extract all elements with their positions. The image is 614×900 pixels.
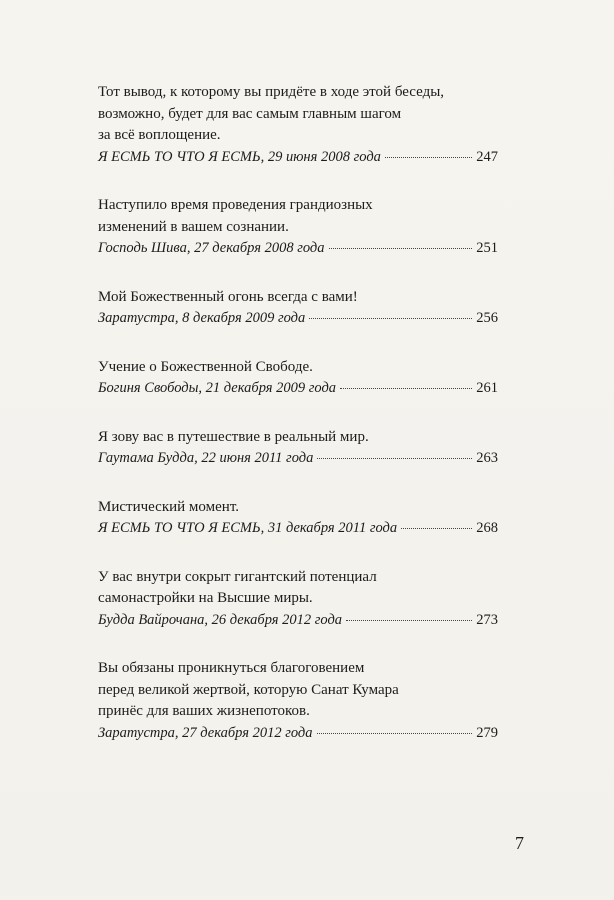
- toc-entry-title-line: Мой Божественный огонь всегда с вами!: [98, 288, 358, 305]
- page-number: 7: [515, 833, 524, 853]
- toc-entry-citation: [98, 448, 498, 470]
- toc-entry-title-line: Учение о Божественной Свободе.: [98, 358, 313, 375]
- dot-leader: [401, 528, 472, 529]
- toc-entry-author-date: Гаутама Будда, 22 июня 2011 года: [98, 450, 314, 466]
- toc-entry-citation: [98, 238, 498, 260]
- toc-entry: [98, 287, 498, 330]
- toc-entry-citation: [98, 308, 498, 330]
- dot-leader: [317, 458, 472, 459]
- toc-entry-citation: [98, 147, 498, 169]
- toc-entry-title-line: Мистический момент.: [98, 498, 239, 515]
- toc-entry-title-line: перед великой жертвой, которую Санат Кумара: [98, 681, 399, 698]
- toc-entry-page-number: 263: [476, 450, 498, 466]
- toc-entry-citation: [98, 518, 498, 540]
- toc-entry-title-line: принёс для ваших жизнепотоков.: [98, 703, 310, 719]
- toc-entry-title-line: Тот вывод, к которому вы придёте в ходе этой беседы,: [98, 84, 445, 100]
- toc-entry-title-line: У вас внутри сокрыт гигантский потенциал: [98, 568, 377, 585]
- toc-entry-page-number: 251: [476, 240, 498, 256]
- dot-leader: [329, 248, 473, 249]
- toc-entry-title-line: за всё воплощение.: [98, 127, 221, 143]
- dot-leader: [340, 388, 472, 389]
- toc-entry: [98, 195, 498, 260]
- toc-entry-author-date: Богиня Свободы, 21 декабря 2009 года: [98, 380, 337, 396]
- dot-leader: [309, 318, 472, 319]
- toc-entry-page-number: 261: [476, 380, 498, 396]
- toc-entry-author-date: Будда Вайрочана, 26 декабря 2012 года: [98, 611, 343, 628]
- table-of-contents: [98, 82, 498, 771]
- toc-entry-citation: [98, 723, 498, 745]
- toc-entry: [98, 658, 498, 744]
- toc-entry-title-line: возможно, будет для вас самым главным шагом: [98, 105, 402, 122]
- toc-entry-author-date: Я ЕСМЬ ТО ЧТО Я ЕСМЬ, 31 декабря 2011 года: [98, 520, 398, 536]
- dot-leader: [385, 157, 472, 158]
- dot-leader: [346, 620, 472, 621]
- toc-entry-citation: [98, 378, 498, 400]
- toc-entry-author-date: Заратустра, 8 декабря 2009 года: [98, 310, 306, 326]
- toc-entry-title-line: Вы обязаны проникнуться благоговением: [98, 660, 365, 676]
- toc-entry-title-line: изменений в вашем сознании.: [98, 218, 289, 235]
- toc-entry-page-number: 256: [476, 310, 498, 326]
- toc-entry-author-date: Заратустра, 27 декабря 2012 года: [98, 724, 313, 741]
- toc-entry-title-line: Наступило время проведения грандиозных: [98, 197, 373, 213]
- toc-entry-author-date: Я ЕСМЬ ТО ЧТО Я ЕСМЬ, 29 июня 2008 года: [98, 148, 381, 165]
- toc-entry: [98, 567, 498, 632]
- toc-entry-title-line: Я зову вас в путешествие в реальный мир.: [98, 428, 369, 445]
- toc-entry-page-number: 279: [476, 724, 498, 741]
- toc-entry-citation: [98, 610, 498, 632]
- toc-entry-page-number: 268: [476, 520, 498, 536]
- toc-entry-author-date: Господь Шива, 27 декабря 2008 года: [98, 240, 325, 256]
- toc-entry: [98, 497, 498, 540]
- toc-entry-page-number: 247: [476, 148, 498, 165]
- toc-entry-page-number: 273: [476, 611, 498, 628]
- toc-entry: [98, 357, 498, 400]
- toc-entry-title-line: самонастройки на Высшие миры.: [98, 590, 313, 606]
- toc-entry: [98, 82, 498, 168]
- dot-leader: [317, 733, 473, 734]
- toc-entry: [98, 427, 498, 470]
